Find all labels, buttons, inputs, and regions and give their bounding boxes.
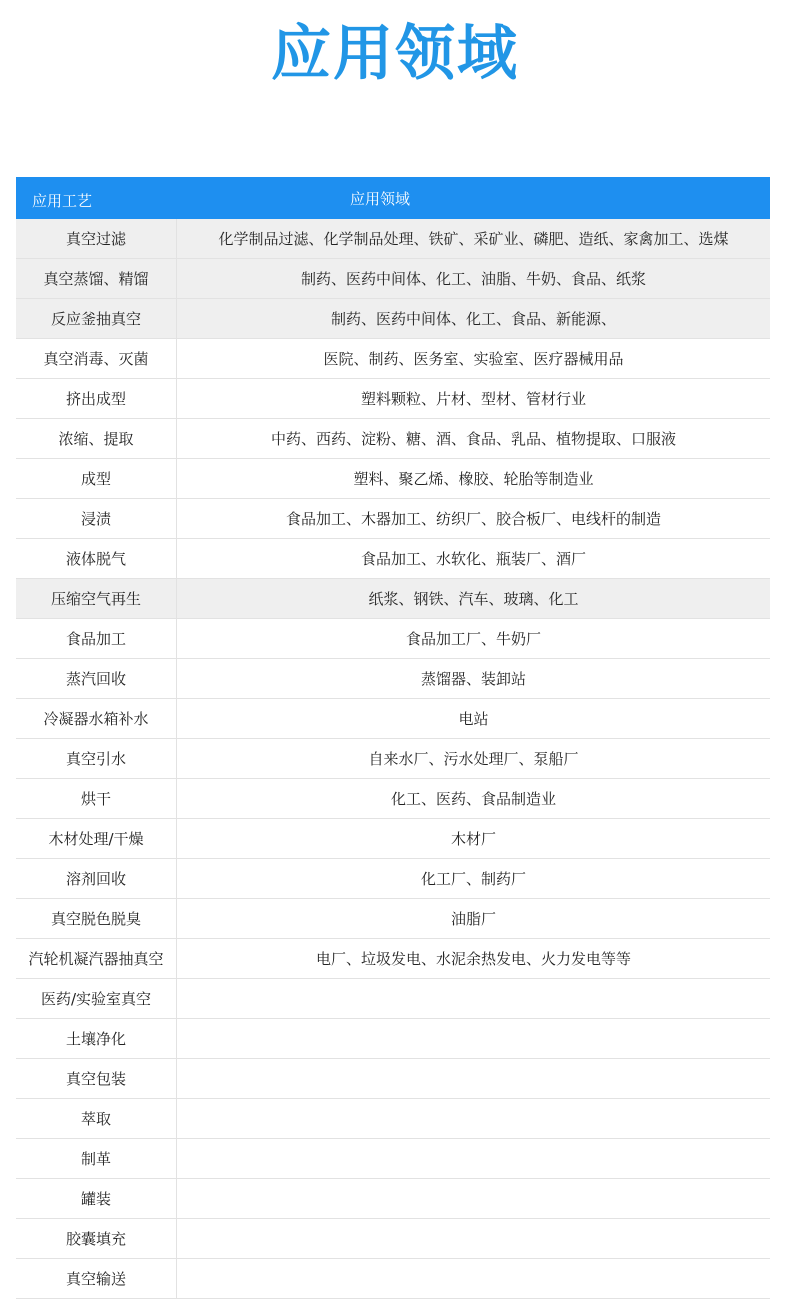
domain-cell: 油脂厂 <box>450 910 496 928</box>
page-title: 应用领域 <box>271 19 519 89</box>
table-row <box>16 459 770 499</box>
domain-cell: 食品加工、木器加工、纺织厂、胶合板厂、电线杆的制造 <box>285 510 661 528</box>
header-domain: 应用领域 <box>350 190 411 208</box>
table-row <box>16 859 770 899</box>
domain-cell <box>177 979 770 1018</box>
domain-cell: 塑料、聚乙烯、橡胶、轮胎等制造业 <box>353 470 594 488</box>
table-row <box>16 659 770 699</box>
table-row <box>16 299 770 339</box>
process-cell: 罐装 <box>16 1179 177 1218</box>
process-cell: 真空蒸馏、精馏 <box>16 259 177 298</box>
table-row <box>16 739 770 779</box>
process-cell: 汽轮机凝汽器抽真空 <box>16 939 177 978</box>
table-row <box>16 1179 770 1219</box>
table-row <box>16 539 770 579</box>
domain-cell <box>177 1019 770 1058</box>
domain-cell <box>177 1179 770 1218</box>
process-cell: 食品加工 <box>16 619 177 658</box>
domain-cell: 医院、制药、医务室、实验室、医疗器械用品 <box>323 350 624 368</box>
domain-cell: 化学制品过滤、化学制品处理、铁矿、采矿业、磷肥、造纸、家禽加工、选煤 <box>218 230 729 248</box>
process-cell: 真空脱色脱臭 <box>16 899 177 938</box>
table-row <box>16 339 770 379</box>
table-row <box>16 1259 770 1299</box>
process-cell: 医药/实验室真空 <box>16 979 177 1018</box>
process-cell: 冷凝器水箱补水 <box>16 699 177 738</box>
application-table <box>16 177 770 1299</box>
process-cell: 土壤净化 <box>16 1019 177 1058</box>
domain-cell <box>177 1139 770 1178</box>
domain-cell <box>177 1219 770 1258</box>
process-cell: 浸渍 <box>16 499 177 538</box>
domain-cell: 塑料颗粒、片材、型材、管材行业 <box>360 390 586 408</box>
domain-cell: 蒸馏器、装卸站 <box>420 670 526 688</box>
table-row <box>16 899 770 939</box>
process-cell: 蒸汽回收 <box>16 659 177 698</box>
table-row <box>16 1099 770 1139</box>
process-cell: 真空过滤 <box>16 219 177 258</box>
process-cell: 液体脱气 <box>16 539 177 578</box>
table-row <box>16 619 770 659</box>
process-cell: 溶剂回收 <box>16 859 177 898</box>
table-row <box>16 779 770 819</box>
domain-cell: 食品加工、水软化、瓶装厂、酒厂 <box>360 550 586 568</box>
process-cell: 真空引水 <box>16 739 177 778</box>
table-row <box>16 259 770 299</box>
table-row <box>16 979 770 1019</box>
domain-cell: 化工、医药、食品制造业 <box>390 790 556 808</box>
domain-cell: 电厂、垃圾发电、水泥余热发电、火力发电等等 <box>315 950 631 968</box>
process-cell: 萃取 <box>16 1099 177 1138</box>
process-cell: 烘干 <box>16 779 177 818</box>
table-row <box>16 219 770 259</box>
table-row <box>16 819 770 859</box>
table-row <box>16 579 770 619</box>
domain-cell <box>177 1259 770 1298</box>
process-cell: 挤出成型 <box>16 379 177 418</box>
table-row <box>16 1019 770 1059</box>
domain-cell: 化工厂、制药厂 <box>420 870 526 888</box>
process-cell: 真空包装 <box>16 1059 177 1098</box>
table-row <box>16 699 770 739</box>
process-cell: 木材处理/干燥 <box>16 819 177 858</box>
process-cell: 制革 <box>16 1139 177 1178</box>
domain-cell <box>177 1099 770 1138</box>
table-row <box>16 1139 770 1179</box>
table-row <box>16 939 770 979</box>
domain-cell <box>177 1059 770 1098</box>
table-header <box>16 177 770 219</box>
domain-cell: 电站 <box>458 710 489 728</box>
domain-cell: 制药、医药中间体、化工、油脂、牛奶、食品、纸浆 <box>300 270 646 288</box>
table-body <box>16 219 770 1299</box>
domain-cell: 中药、西药、淀粉、糖、酒、食品、乳品、植物提取、口服液 <box>270 430 676 448</box>
table-row <box>16 1059 770 1099</box>
domain-cell: 制药、医药中间体、化工、食品、新能源、 <box>330 310 616 328</box>
table-row <box>16 1219 770 1259</box>
process-cell: 反应釜抽真空 <box>16 299 177 338</box>
domain-cell: 木材厂 <box>450 830 496 848</box>
table-row <box>16 419 770 459</box>
domain-cell: 纸浆、钢铁、汽车、玻璃、化工 <box>368 590 579 608</box>
table-row <box>16 499 770 539</box>
process-cell: 胶囊填充 <box>16 1219 177 1258</box>
header-process: 应用工艺 <box>32 192 93 210</box>
process-cell: 浓缩、提取 <box>16 419 177 458</box>
process-cell: 成型 <box>16 459 177 498</box>
domain-cell: 自来水厂、污水处理厂、泵船厂 <box>368 750 579 768</box>
process-cell: 真空输送 <box>16 1259 177 1298</box>
domain-cell: 食品加工厂、牛奶厂 <box>405 630 541 648</box>
table-row <box>16 379 770 419</box>
process-cell: 压缩空气再生 <box>16 579 177 618</box>
process-cell: 真空消毒、灭菌 <box>16 339 177 378</box>
